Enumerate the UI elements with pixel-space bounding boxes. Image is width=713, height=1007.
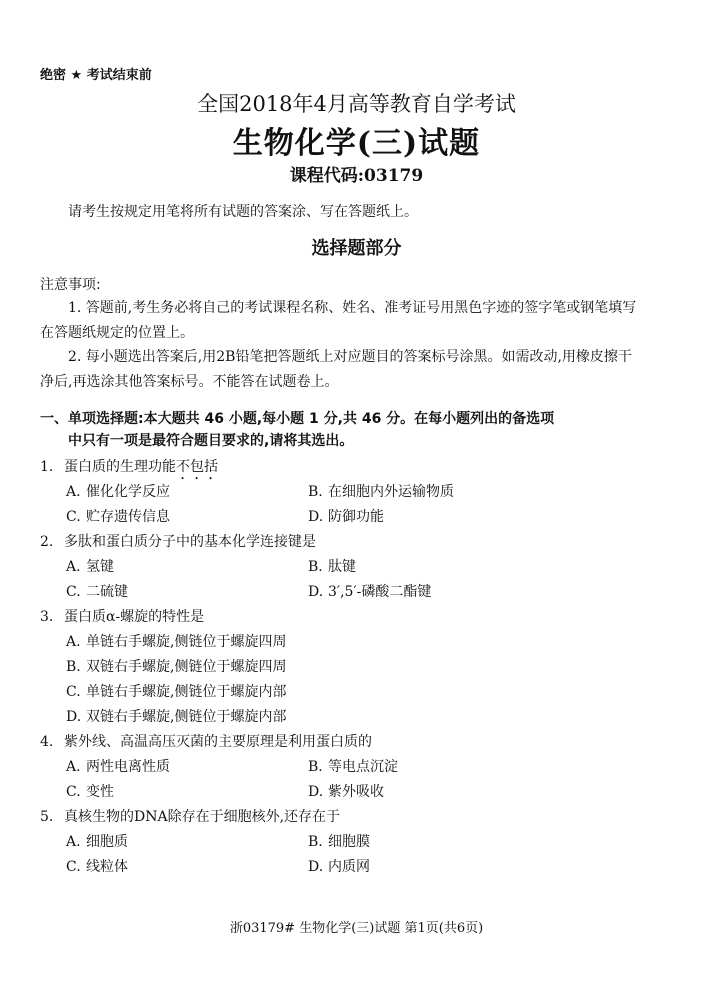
part-one-heading: 一、单项选择题:本大题共 46 小题,每小题 1 分,共 46 分。在每小题列出的备选项: [40, 411, 555, 427]
q3-option-b: B. 双链右手螺旋,侧链位于螺旋四周: [66, 659, 287, 675]
secret-label: 绝密 ★ 考试结束前: [40, 68, 152, 83]
q4-option-a: A. 两性电离性质: [66, 759, 170, 775]
question-5-stem: 5. 真核生物的DNA除存在于细胞核外,还存在于: [40, 809, 341, 825]
part-one-heading-cont: 中只有一项是最符合题目要求的,请将其选出。: [68, 433, 354, 449]
section-title: 选择题部分: [311, 238, 402, 259]
q1-option-c: C. 贮存遗传信息: [66, 509, 170, 525]
q1-option-a: A. 催化化学反应: [66, 484, 170, 500]
emphasis-not-include: 不包括: [176, 459, 218, 475]
question-3-stem: 3. 蛋白质α-螺旋的特性是: [40, 609, 205, 625]
q2-option-a: A. 氢键: [66, 559, 114, 575]
q3-option-d: D. 双链右手螺旋,侧链位于螺旋内部: [66, 709, 287, 725]
q5-option-a: A. 细胞质: [66, 834, 128, 850]
q2-option-b: B. 肽键: [308, 559, 356, 575]
q4-option-d: D. 紫外吸收: [308, 784, 384, 800]
q2-option-d: D. 3′,5′-磷酸二酯键: [308, 584, 432, 600]
q4-option-c: C. 变性: [66, 784, 114, 800]
question-4-stem: 4. 紫外线、高温高压灭菌的主要原理是利用蛋白质的: [40, 734, 372, 750]
course-code: 课程代码:03179: [289, 166, 424, 186]
q5-option-b: B. 细胞膜: [308, 834, 370, 850]
note-item-1: 1. 答题前,考生务必将自己的考试课程名称、姓名、准考证号用黑色字迹的签字笔或钢笔填写在答题纸规定的位置上。: [40, 300, 637, 341]
q1-option-b: B. 在细胞内外运输物质: [308, 484, 454, 500]
q1-option-d: D. 防御功能: [308, 509, 384, 525]
question-1-stem: 1. 蛋白质的生理功能不包括: [40, 459, 218, 475]
question-2-stem: 2. 多肽和蛋白质分子中的基本化学连接键是: [40, 534, 316, 550]
subject-title: 生物化学(三)试题: [232, 126, 481, 161]
q3-option-a: A. 单链右手螺旋,侧链位于螺旋四周: [66, 634, 287, 650]
q5-option-d: D. 内质网: [308, 859, 370, 875]
q2-option-c: C. 二硫键: [66, 584, 128, 600]
answer-instruction: 请考生按规定用笔将所有试题的答案涂、写在答题纸上。: [68, 204, 418, 220]
q3-option-c: C. 单链右手螺旋,侧链位于螺旋内部: [66, 684, 287, 700]
q4-option-b: B. 等电点沉淀: [308, 759, 398, 775]
notes-heading: 注意事项:: [40, 277, 101, 293]
page-footer: 浙03179# 生物化学(三)试题 第1页(共6页): [229, 921, 484, 936]
q5-option-c: C. 线粒体: [66, 859, 128, 875]
exam-title: 全国2018年4月高等教育自学考试: [197, 92, 516, 116]
note-item-2: 2. 每小题选出答案后,用2B铅笔把答题纸上对应题目的答案标号涂黑。如需改动,用橡皮擦干净后,再选涂其他答案标号。不能答在试题卷上。: [40, 349, 632, 390]
